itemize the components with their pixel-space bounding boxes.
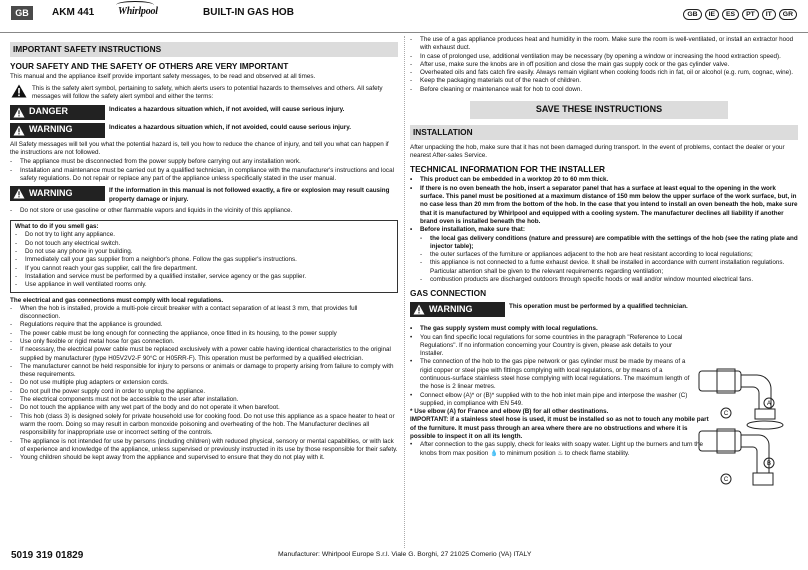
- lang-gr: GR: [779, 9, 797, 20]
- document-title: BUILT-IN GAS HOB: [203, 7, 294, 18]
- list-item: - Do not touch any electrical switch.: [15, 240, 393, 248]
- warning-triangle-icon: [13, 107, 25, 118]
- list-item: - The appliance is not intended for use by persons (including children) with reduced physical, sensory or mental capabilities, or with lack of experience and knowledge of the appliance, unless supervised or previously instructed in its use by those responsible for their safety.: [10, 438, 398, 455]
- fig-label-a: A: [766, 401, 772, 407]
- list-item: - Do not use any phone in your building.: [15, 248, 393, 256]
- alert-symbol-text: This is the safety alert symbol, pertaining to safety, which alerts users to potential hazards to themselves and others. All safety messages will follow the safety alert symbol and either the terms:: [32, 85, 383, 101]
- safety-messages-para: All Safety messages will tell you what the potential hazard is, tell you how to reduce the chance of injury, and tell you what can happen if the instructions are not followed.: [10, 140, 389, 157]
- technical-heading: TECHNICAL INFORMATION FOR THE INSTALLER: [410, 164, 605, 175]
- lang-es: ES: [722, 9, 739, 20]
- save-instructions-band: SAVE THESE INSTRUCTIONS: [470, 101, 728, 119]
- safety-heading: YOUR SAFETY AND THE SAFETY OF OTHERS ARE VERY IMPORTANT: [10, 60, 289, 71]
- list-item: - After use, make sure the knobs are in off position and close the main gas supply cock or the gas cylinder valve.: [410, 61, 798, 69]
- list-item: • You can find specific local regulations for some countries in the paragraph "Reference to Local Regulations". If no information concerning your Country is given, please ask details to your Installer.: [410, 334, 695, 359]
- installation-band: INSTALLATION: [410, 125, 798, 140]
- installation-para: After unpacking the hob, make sure that it has not been damaged during transport. In the event of problems, contact the dealer or your nearest After-sales Service.: [410, 143, 785, 160]
- warning-triangle-icon: [13, 188, 25, 199]
- flame-max-icon: 💧: [490, 449, 498, 457]
- header-divider: [0, 32, 808, 33]
- language-badge: GB: [11, 6, 33, 20]
- list-item: - Do not try to light any appliance.: [15, 231, 393, 239]
- warning-fire-row: [10, 186, 398, 204]
- list-item: - This hob (class 3) is designed solely for private household use for cooking food. Do not use this appliance as a space heater to heat or warm the room. Doing so may result in carbon monoxide poisoning and overheating of the hob. The Manufacturer declines all responsibility for inappropriate use or incorrect setting of the controls.: [10, 413, 398, 438]
- left-column: [10, 36, 398, 462]
- list-item: - When the hob is installed, provide a multi-pole circuit breaker with a contact separation of at least 3 mm, that provides full disconnection.: [10, 305, 398, 322]
- gas-warning-text: This operation must be performed by a qualified technician.: [509, 303, 688, 311]
- list-item: • The connection of the hob to the gas pipe network or gas cylinder must be made by means of a rigid copper or steel pipe with fittings complying with local regulations, or by means of a continuous-surface stainless steel hose complying with local regulations. The maximum length of the hose is 2 linear metres.: [410, 358, 695, 391]
- warning-text: Indicates a hazardous situation which, if not avoided, could cause serious injury.: [109, 123, 352, 131]
- logo-swoosh-icon: [116, 1, 154, 9]
- manufacturer-line: Manufacturer: Whirlpool Europe S.r.l. Viale G. Borghi, 27 21025 Comerio (VA) ITALY: [278, 551, 532, 558]
- list-item: - Installation and maintenance must be carried out by a qualified technician, in compliance with the manufacturer's instructions and local safety regulations. Do not repair or replace any part of the appliance unless specifically stated in the user manual.: [10, 167, 398, 184]
- warning-triangle-icon: [13, 125, 25, 136]
- gas-elbow-diagram: [697, 365, 801, 495]
- list-item: - Immediately call your gas supplier from a neighbor's phone. Follow the gas supplier's instructions.: [15, 256, 393, 264]
- list-item: - In case of prolonged use, additional ventilation may be necessary (by opening a window or increasing the hood extraction speed).: [410, 53, 798, 61]
- list-item: - Do not pull the power supply cord in order to unplug the appliance.: [10, 388, 398, 396]
- safety-band: IMPORTANT SAFETY INSTRUCTIONS: [10, 42, 398, 57]
- list-item: - Overheated oils and fats catch fire easily. Always remain vigilant when cooking foods rich in fat, oil or alcohol (e.g. rum, cognac, wine).: [410, 69, 798, 77]
- fig-label-b: B: [766, 461, 772, 467]
- brand-logo: Whirlpool: [118, 5, 158, 18]
- list-item: • This product can be embedded in a worktop 20 to 60 mm thick.: [410, 176, 798, 184]
- list-item: - this appliance is not connected to a fume exhaust device. It shall be installed in accordance with current installation regulations. Particular attention shall be given to the relevant requirements regarding ventilation;: [410, 259, 798, 276]
- safety-intro: This manual and the appliance itself provide important safety messages, to be read and observed at all times.: [10, 72, 316, 80]
- list-item: • After connection to the gas supply, check for leaks with soapy water. Light up the burners and turn the knobs from max position 💧 to minimum position ♨ to check flame stability.: [410, 441, 710, 458]
- warning-fire-text: If the information in this manual is not followed exactly, a fire or explosion may result causing property damage or injury.: [109, 187, 390, 203]
- electrical-title: The electrical and gas connections must comply with local regulations.: [10, 296, 224, 304]
- list-item: • Connect elbow (A)* or (B)* supplied with to the hob inlet main pipe and interpose the washer (C) supplied, in compliance with EN 549.: [410, 392, 695, 409]
- list-item: - If necessary, the electrical power cable must be replaced exclusively with a power cable having identical characteristics to the original supplied by manufacturer (type H05V2V2-F 90°C or H05RR-F). This operation must be performed by a qualified electrician.: [10, 346, 398, 363]
- lang-ie: IE: [705, 9, 719, 20]
- alert-symbol-row: [10, 83, 398, 102]
- list-item: - Do not use multiple plug adapters or extension cords.: [10, 379, 398, 387]
- warning-triangle-icon: [10, 83, 28, 99]
- list-item: - If you cannot reach your gas supplier, call the fire department.: [15, 265, 393, 273]
- list-item: - Do not store or use gasoline or other flammable vapors and liquids in the vicinity of this appliance.: [10, 207, 398, 215]
- flame-min-icon: ♨: [557, 449, 563, 457]
- fig-label-c: C: [723, 411, 729, 417]
- list-item: - The manufacturer cannot be held responsible for injury to persons or animals or damage to property arising from failure to comply with these requirements.: [10, 363, 398, 380]
- document-code: 5019 319 01829: [11, 550, 84, 561]
- list-item: - The use of a gas appliance produces heat and humidity in the room. Make sure the room is well-ventilated, or install an extractor hood with exhaust duct.: [410, 36, 798, 53]
- list-item: - Before cleaning or maintenance wait for hob to cool down.: [410, 86, 798, 94]
- warning-triangle-icon: [413, 304, 425, 315]
- lang-it: IT: [762, 9, 776, 20]
- smell-gas-box: [10, 220, 398, 292]
- list-item: - the local gas delivery conditions (nature and pressure) are compatible with the settings of the hob (see the rating plate and injector table);: [410, 235, 798, 252]
- list-item: - Regulations require that the appliance is grounded.: [10, 321, 398, 329]
- lang-gb: GB: [683, 9, 701, 20]
- warning-label: WARNING: [410, 302, 505, 317]
- list-item: - Keep the packaging materials out of the reach of children.: [410, 77, 798, 85]
- gas-list: [410, 325, 695, 416]
- warning-label: WARNING: [10, 123, 105, 138]
- list-item: - Do not touch the appliance with any wet part of the body and do not operate it when barefoot.: [10, 404, 398, 412]
- list-item: - the outer surfaces of the furniture or appliances adjacent to the hob are heat resistant according to local regulations;: [410, 251, 798, 259]
- language-list: [683, 9, 797, 20]
- model-number: AKM 441: [52, 7, 95, 18]
- danger-text: Indicates a hazardous situation which, if not avoided, will cause serious injury.: [109, 105, 345, 113]
- column-divider: [404, 36, 405, 548]
- list-item: - combustion products are discharged outdoors through specific hoods or wall and/or window mounted electrical fans.: [410, 276, 798, 284]
- list-item: - Young children should be kept away from the appliance and supervised to ensure that they do not play with it.: [10, 454, 398, 462]
- important-note: IMPORTANT: if a stainless steel hose is used, it must be installed so as not to touch any mobile part of the furniture. It must pass through an area where there are no obstructions and where it is possible to inspect it on all its length.: [410, 416, 709, 441]
- list-item: - The power cable must be long enough for connecting the appliance, once fitted in its housing, to the power supply: [10, 330, 398, 338]
- smell-gas-title: What to do if you smell gas:: [15, 223, 99, 231]
- list-item: • The gas supply system must comply with local regulations.: [410, 325, 695, 333]
- list-item: - The electrical components must not be accessible to the user after installation.: [10, 396, 398, 404]
- list-item: • Before installation, make sure that:: [410, 226, 798, 234]
- lang-pt: PT: [742, 9, 759, 20]
- list-item: - Use only flexible or rigid metal hose for gas connection.: [10, 338, 398, 346]
- list-item: - Installation and service must be performed by a qualified installer, service agency or the gas supplier.: [15, 273, 393, 281]
- warning-row: [10, 123, 398, 138]
- danger-row: [10, 105, 398, 120]
- list-item: • If there is no oven beneath the hob, insert a separator panel that has a surface at least equal to the opening in the work surface. This panel must be positioned at a maximum distance of 150 mm below the upper surface of the work surface, but, in no case less than 20 mm from the bottom of the hob. In the case that you intend to install an oven beneath the hob, make sure that it is manufactured by Whirlpool and equipped with a cooling system. The manufacturer declines all liability if another brand oven is installed beneath the hob.: [410, 185, 798, 226]
- page-header: [0, 0, 808, 32]
- danger-label: DANGER: [10, 105, 105, 120]
- list-item: - The appliance must be disconnected from the power supply before carrying out any installation work.: [10, 158, 398, 166]
- fig-label-c2: C: [723, 477, 729, 483]
- warning-label: WARNING: [10, 186, 105, 201]
- gas-heading: GAS CONNECTION: [410, 288, 487, 299]
- elbow-note: * Use elbow (A) for France and elbow (B) for all other destinations.: [410, 408, 609, 416]
- list-item: - Use appliance in well ventilated rooms only.: [15, 281, 393, 289]
- gas-warning-row: [410, 302, 798, 317]
